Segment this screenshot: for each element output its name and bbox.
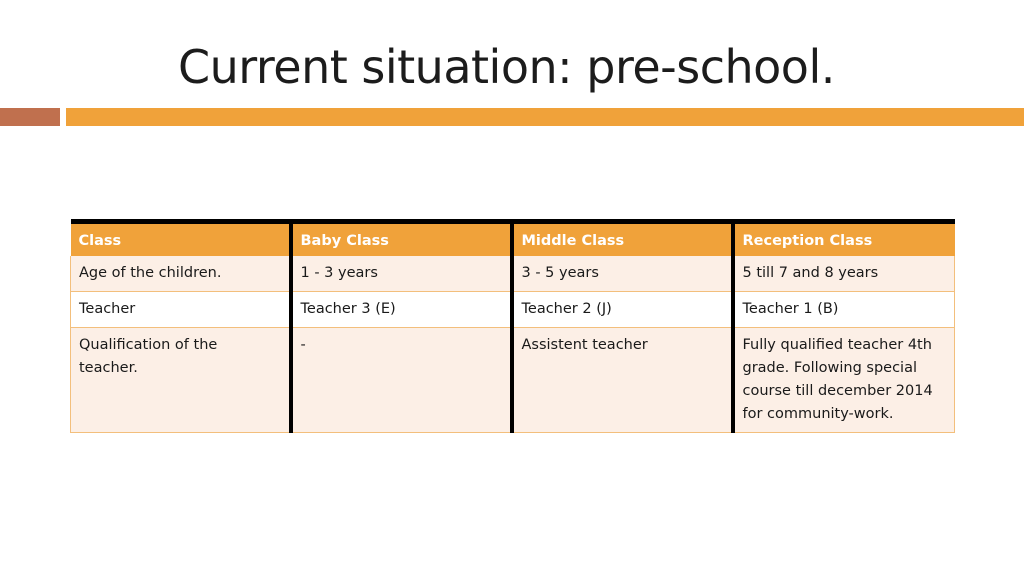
slide-title: Current situation: pre-school. bbox=[178, 40, 835, 94]
cell-teacher-baby: Teacher 3 (E) bbox=[291, 292, 512, 328]
cell-age-middle: 3 - 5 years bbox=[512, 256, 733, 292]
cell-age-reception: 5 till 7 and 8 years bbox=[733, 256, 955, 292]
cell-qualification-middle: Assistent teacher bbox=[512, 328, 733, 433]
header-reception-class: Reception Class bbox=[733, 222, 955, 257]
table-row-age bbox=[71, 256, 955, 292]
header-baby-class: Baby Class bbox=[291, 222, 512, 257]
table-row-qualification bbox=[71, 328, 955, 433]
row-label-teacher: Teacher bbox=[71, 292, 291, 328]
accent-bar-right bbox=[66, 108, 1024, 126]
accent-bar-left bbox=[0, 108, 60, 126]
table-header-row bbox=[71, 222, 955, 257]
table-row-teacher bbox=[71, 292, 955, 328]
row-label-qualification: Qualification of the teacher. bbox=[71, 328, 291, 433]
cell-teacher-reception: Teacher 1 (B) bbox=[733, 292, 955, 328]
cell-qualification-reception: Fully qualified teacher 4th grade. Following special course till december 2014 for community-work. bbox=[733, 328, 955, 433]
cell-teacher-middle: Teacher 2 (J) bbox=[512, 292, 733, 328]
header-class: Class bbox=[71, 222, 291, 257]
cell-qualification-baby: - bbox=[291, 328, 512, 433]
header-middle-class: Middle Class bbox=[512, 222, 733, 257]
pre-school-table-container bbox=[70, 219, 954, 433]
row-label-age: Age of the children. bbox=[71, 256, 291, 292]
pre-school-table bbox=[70, 219, 955, 433]
cell-age-baby: 1 - 3 years bbox=[291, 256, 512, 292]
